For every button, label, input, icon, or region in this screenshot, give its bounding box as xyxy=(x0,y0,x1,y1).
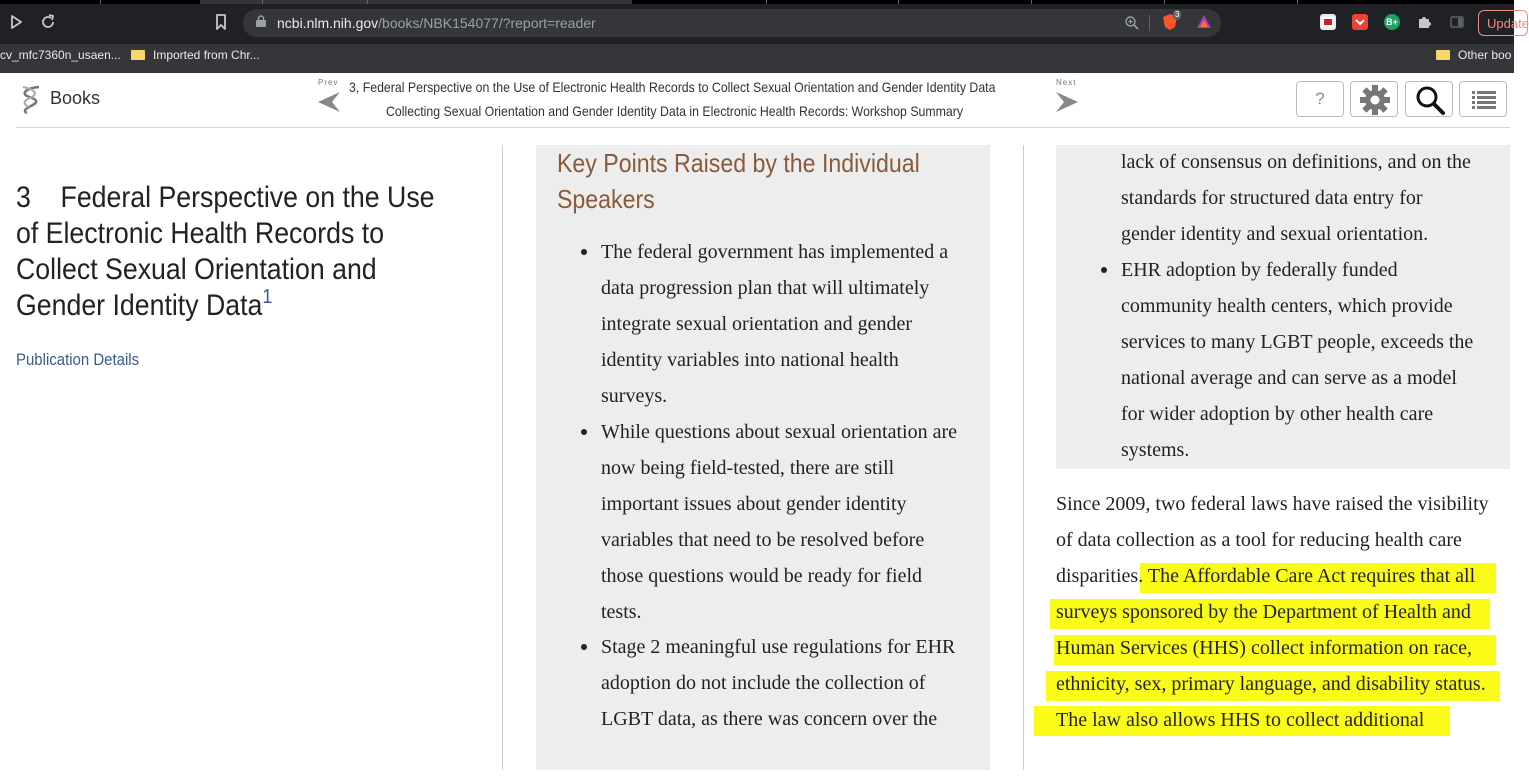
header-divider xyxy=(16,127,1510,128)
footnote-link[interactable]: 1 xyxy=(262,286,273,308)
highlighted-text: surveys sponsored by the Department of Health and xyxy=(1056,601,1471,623)
next-label: Next xyxy=(1056,78,1077,87)
page-title xyxy=(16,180,439,324)
books-link[interactable]: Books xyxy=(50,88,101,108)
brave-rewards-icon[interactable] xyxy=(1196,14,1212,30)
active-tab[interactable] xyxy=(200,0,632,4)
list-item: While questions about sexual orientation are now being field-tested, there are still important issues about gender identity variables that need to be resolved before those questions would be ready for field tests. xyxy=(601,421,958,623)
bookmarks-bar xyxy=(0,44,1514,73)
bullet-dot xyxy=(581,644,587,650)
bookmark-item[interactable]: cv_mfc7360n_usaen... xyxy=(0,48,121,62)
url-text[interactable]: ncbi.nlm.nih.gov/books/NBK154077/?report=reader xyxy=(277,15,596,31)
address-bar[interactable] xyxy=(243,9,1221,37)
prev-arrow-icon[interactable] xyxy=(314,78,342,112)
list-item: The federal government has implemented a data progression plan that will ultimately integrate sexual orientation and gender identity variables into national health surveys. xyxy=(601,241,949,407)
chapter-title-text: Federal Perspective on the Use of Electronic Health Records to Collect Sexual Orientation and Gender Identity Data xyxy=(16,181,435,322)
reload-icon[interactable] xyxy=(38,12,58,32)
search-icon xyxy=(1406,82,1454,118)
column-divider xyxy=(1023,145,1024,770)
folder-icon xyxy=(131,50,145,60)
bullet-dot xyxy=(581,429,587,435)
help-button[interactable]: ? xyxy=(1296,81,1344,117)
pocket-icon[interactable] xyxy=(1352,14,1368,30)
other-bookmarks-folder[interactable]: Other boo xyxy=(1436,44,1511,73)
grammar-extension-icon[interactable]: B+ xyxy=(1384,14,1400,30)
column-divider xyxy=(502,145,503,770)
list-item: Stage 2 meaningful use regulations for EHR adoption do not include the collection of LGBT data, as there was concern over the xyxy=(601,636,956,730)
highlighted-text: Human Services (HHS) collect information on race, xyxy=(1056,637,1472,659)
prev-label: Prev xyxy=(318,78,339,87)
brave-badge: 3 xyxy=(1175,10,1180,19)
browser-toolbar xyxy=(0,0,1529,44)
play-icon[interactable] xyxy=(6,12,26,32)
menu-list-icon xyxy=(1460,82,1508,118)
highlighted-text: The law also allows HHS to collect additional xyxy=(1056,709,1425,731)
screenshot-extension-icon[interactable] xyxy=(1320,14,1336,30)
key-points-heading: Key Points Raised by the Individual Speakers xyxy=(557,148,920,214)
chapter-number: 3 xyxy=(16,181,31,214)
books-logo-icon[interactable] xyxy=(17,84,45,114)
publication-details-link[interactable]: Publication Details xyxy=(16,350,140,369)
table-of-contents-button[interactable] xyxy=(1459,81,1507,117)
body-paragraph: Since 2009, two federal laws have raised the visibility of data collection as a tool for reducing health care disparities. The Affordable Care Act requires that all surveys sponsored by the Department of Health and Human Services (HHS) collect information on race, ethnicity, sex, primary language, and disability status. The law also allows HHS to collect additional xyxy=(1056,486,1489,738)
reading-list-icon[interactable] xyxy=(1449,14,1465,30)
tab-strip[interactable] xyxy=(0,0,1514,4)
settings-button[interactable] xyxy=(1350,81,1398,117)
search-button[interactable] xyxy=(1405,81,1453,117)
list-item-continued: lack of consensus on definitions, and on the standards for structured data entry for gender identity and sexual orientation. xyxy=(1121,151,1471,245)
zoom-icon[interactable] xyxy=(1123,14,1141,32)
lock-icon xyxy=(256,15,266,27)
next-arrow-icon[interactable] xyxy=(1054,78,1082,112)
highlighted-text: The Affordable Care Act requires that all xyxy=(1143,565,1476,587)
brave-shields-icon[interactable] xyxy=(1161,10,1180,31)
bullet-dot xyxy=(581,249,587,255)
chapter-title-link[interactable]: 3, Federal Perspective on the Use of Electronic Health Records to Collect Sexual Orientation and Gender Identity Data xyxy=(349,79,996,95)
highlighted-text: ethnicity, sex, primary language, and disability status. xyxy=(1056,673,1486,695)
bookmark-folder[interactable]: Imported from Chr... xyxy=(131,44,260,73)
book-title-link[interactable]: Collecting Sexual Orientation and Gender Identity Data in Electronic Health Records: Workshop Summary xyxy=(386,103,964,119)
folder-icon xyxy=(1436,50,1450,60)
list-item: EHR adoption by federally funded community health centers, which provide services to many LGBT people, exceeds the national average and can serve as a model for wider adoption by other health care systems. xyxy=(1121,259,1474,461)
gear-icon xyxy=(1351,82,1399,118)
extensions-puzzle-icon[interactable] xyxy=(1416,14,1432,30)
update-button[interactable]: Update xyxy=(1478,10,1528,36)
bookmark-icon[interactable] xyxy=(211,12,231,32)
bullet-dot xyxy=(1101,267,1107,273)
